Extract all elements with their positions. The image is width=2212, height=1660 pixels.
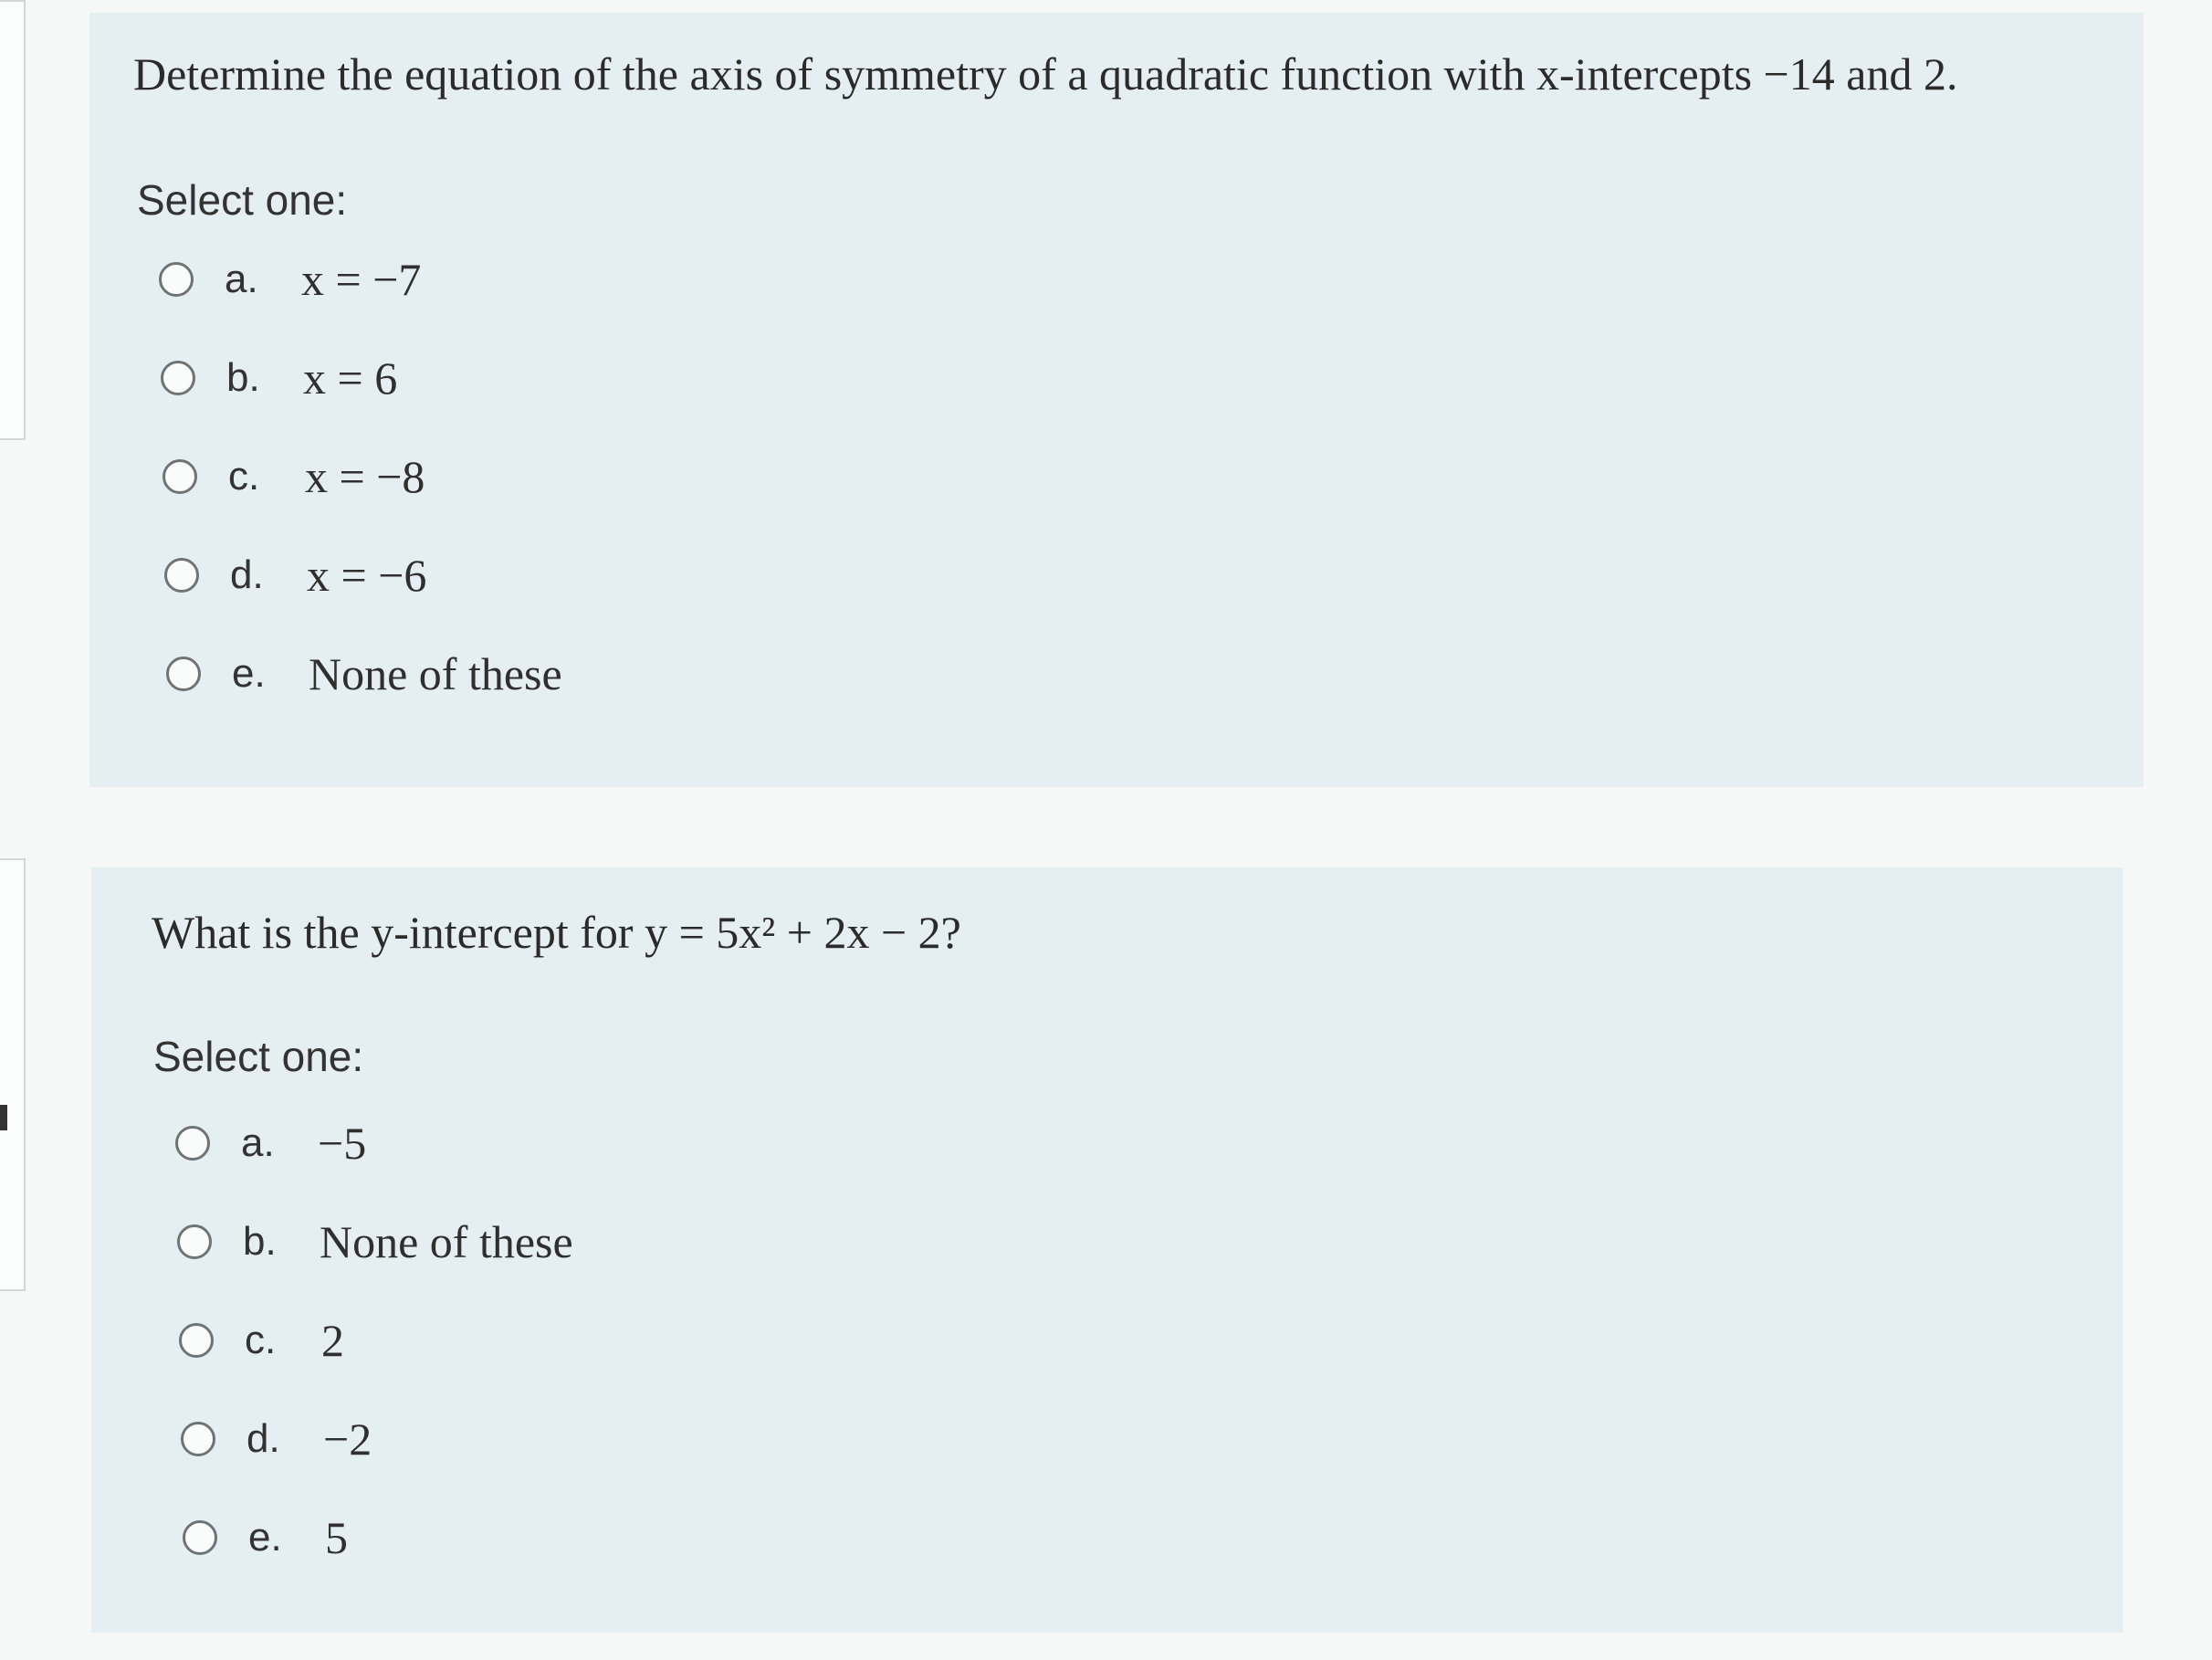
option-text: x = −8: [305, 451, 425, 502]
radio-button[interactable]: [162, 459, 197, 494]
left-edge-frame: [0, 858, 26, 1291]
option-text: x = −6: [307, 550, 427, 601]
option-letter: b.: [243, 1219, 277, 1264]
question-text: Determine the equation of the axis of symmetry of a quadratic function with x-intercepts −14 and 2.: [133, 48, 1958, 100]
answer-option-c[interactable]: [179, 1313, 344, 1368]
option-letter: d.: [230, 552, 264, 597]
radio-button[interactable]: [166, 657, 201, 691]
edge-marker: [0, 1105, 7, 1130]
answer-option-b[interactable]: [177, 1214, 573, 1269]
radio-button[interactable]: [181, 1422, 215, 1456]
option-letter: e.: [232, 651, 266, 696]
answer-option-a[interactable]: [175, 1116, 366, 1171]
option-letter: b.: [226, 355, 260, 400]
option-letter: a.: [225, 257, 258, 301]
option-letter: d.: [246, 1416, 280, 1461]
option-text: None of these: [320, 1216, 573, 1267]
answer-option-c[interactable]: [162, 449, 425, 504]
option-text: 2: [321, 1315, 344, 1366]
option-letter: c.: [228, 454, 260, 499]
radio-button[interactable]: [164, 558, 199, 593]
question-card: [91, 867, 2123, 1633]
answer-option-d[interactable]: [181, 1412, 372, 1466]
answer-option-e[interactable]: [166, 646, 562, 701]
option-text: x = 6: [303, 352, 398, 404]
answer-option-d[interactable]: [164, 548, 426, 603]
option-text: None of these: [309, 648, 562, 699]
radio-button[interactable]: [159, 262, 194, 297]
radio-button[interactable]: [161, 361, 195, 395]
option-letter: e.: [248, 1515, 282, 1560]
question-card: [89, 13, 2144, 787]
radio-button[interactable]: [179, 1323, 214, 1358]
option-letter: a.: [241, 1120, 275, 1165]
radio-button[interactable]: [177, 1224, 212, 1259]
option-text: −2: [323, 1413, 372, 1465]
radio-button[interactable]: [183, 1520, 217, 1555]
option-text: x = −7: [301, 254, 422, 305]
question-text: What is the y-intercept for y = 5x² + 2x − 2?: [152, 907, 961, 958]
answer-option-b[interactable]: [161, 351, 397, 405]
option-letter: c.: [245, 1318, 277, 1362]
select-one-label: Select one:: [153, 1033, 364, 1080]
answer-option-a[interactable]: [159, 252, 421, 307]
answer-option-e[interactable]: [183, 1510, 348, 1565]
select-one-label: Select one:: [137, 176, 348, 224]
option-text: 5: [325, 1512, 348, 1563]
left-edge-frame: [0, 0, 26, 440]
option-text: −5: [318, 1118, 367, 1169]
radio-button[interactable]: [175, 1126, 210, 1161]
